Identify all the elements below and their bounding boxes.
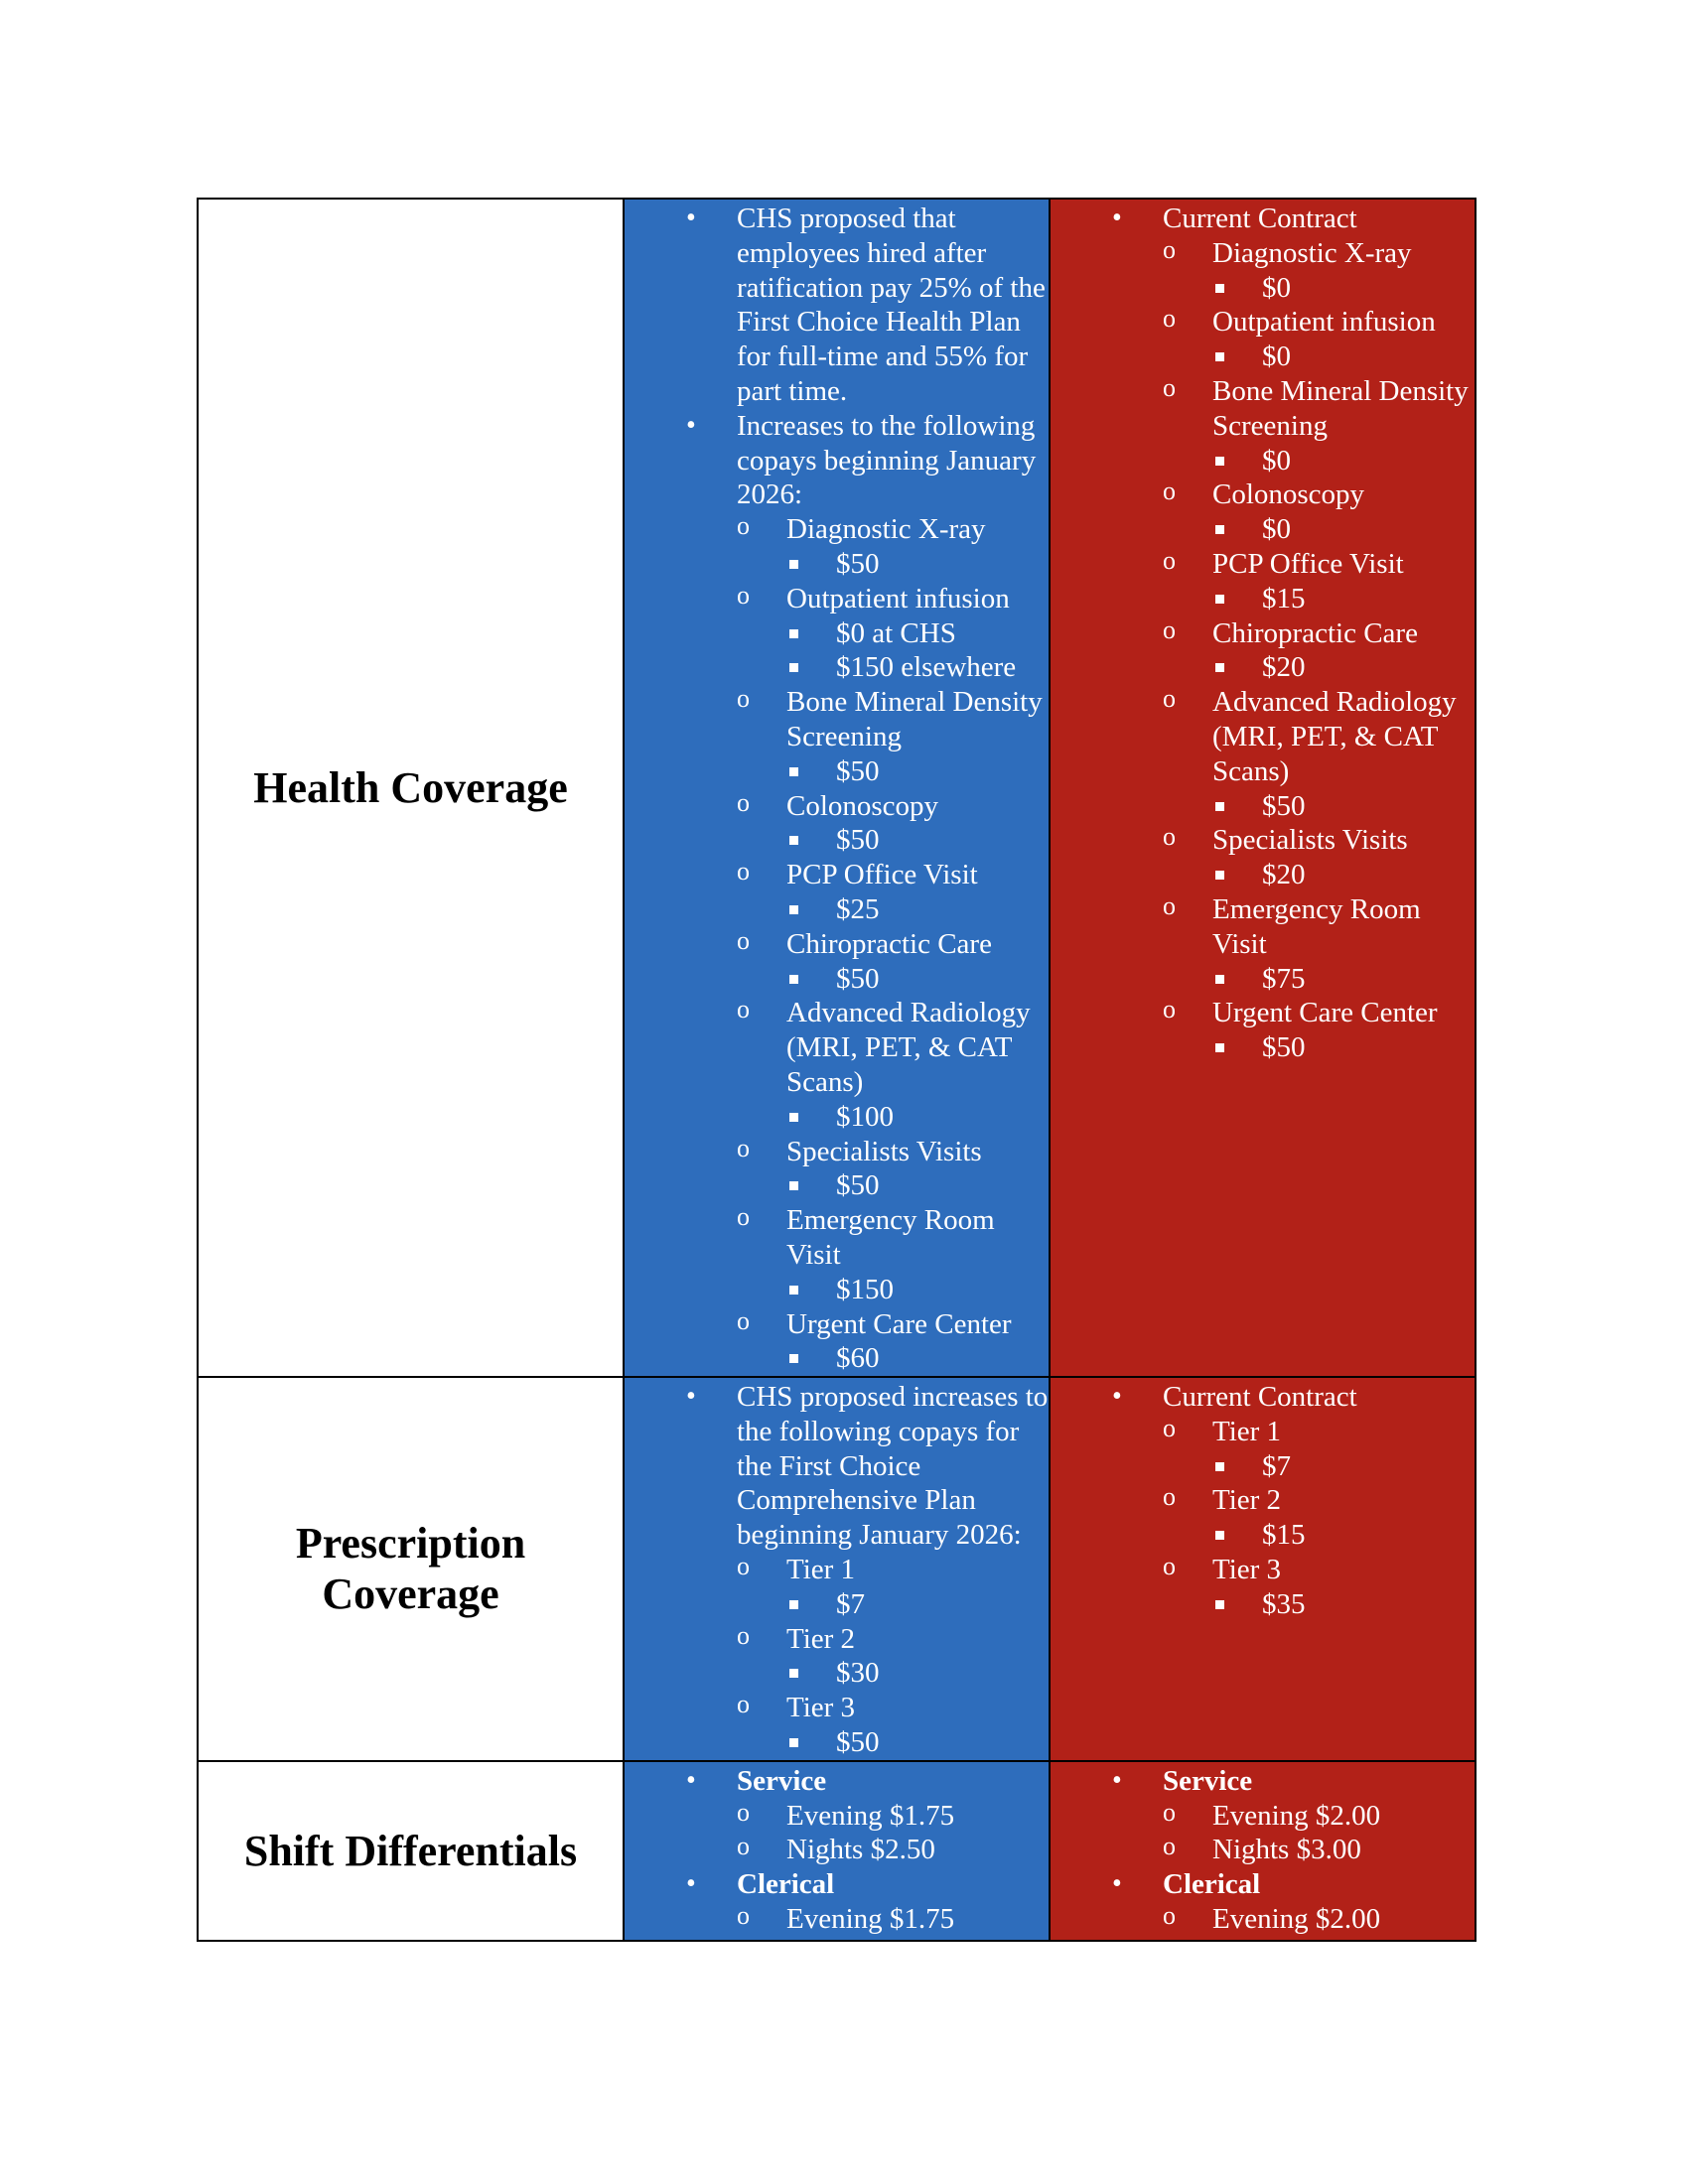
row-label: Shift Differentials (243, 1826, 578, 1875)
value-list (836, 1100, 1049, 1135)
sub-list-item-text: Chiropractic Care (1212, 616, 1418, 649)
value-list (836, 1273, 1049, 1307)
list-item-text: Clerical (737, 1868, 835, 1901)
copay-value: $7 (1212, 1449, 1475, 1484)
sub-list-item-text: Bone Mineral Density Screening (1212, 374, 1469, 442)
sub-list-item (737, 789, 1049, 859)
list-item-text: CHS proposed increases to the following copays for the First Choice Comprehensive Plan beginning January 2026: (737, 1381, 1049, 1552)
sub-list-item (737, 1622, 1049, 1692)
sub-list-item-text: Evening $2.00 (1212, 1903, 1381, 1936)
sub-list-item (1163, 685, 1475, 823)
comparison-table (197, 198, 1477, 1942)
bullet-list (625, 1380, 1049, 1760)
copay-value: $100 (786, 1100, 1049, 1135)
sub-list-item (1163, 892, 1475, 996)
sub-list-item (737, 1307, 1049, 1377)
list-item (1051, 1764, 1475, 1867)
cell-content (1051, 200, 1475, 1065)
list-item (625, 1764, 1049, 1867)
value-list (1262, 340, 1475, 374)
table-row-prescription-coverage (198, 1377, 1476, 1761)
sub-list-item-text: Bone Mineral Density Screening (786, 686, 1043, 752)
bullet-list (1051, 202, 1475, 1065)
sub-list-item-text: Tier 1 (786, 1554, 856, 1586)
copay-value: $0 (1212, 512, 1475, 547)
value-list (1262, 512, 1475, 547)
sub-list-item (1163, 996, 1475, 1065)
sub-list (786, 1553, 1049, 1760)
value-list (1262, 858, 1475, 892)
value-list (1262, 1030, 1475, 1065)
sub-list-item-text: Diagnostic X-ray (786, 513, 986, 546)
table-row-shift-differentials (198, 1761, 1476, 1941)
list-item-text: Increases to the following copays beginning January 2026: (737, 409, 1037, 511)
sub-list-item (1163, 1553, 1475, 1622)
copay-value: $15 (1212, 1518, 1475, 1553)
list-item (1051, 1867, 1475, 1937)
sub-list-item-text: Tier 2 (1212, 1484, 1282, 1517)
sub-list (786, 1799, 1049, 1868)
value-list (836, 892, 1049, 927)
sub-list-item (1163, 1833, 1475, 1867)
bullet-list (625, 1764, 1049, 1937)
value-list (1262, 1518, 1475, 1553)
list-item (625, 1380, 1049, 1760)
sub-list-item-text: Tier 3 (1212, 1554, 1282, 1586)
sub-list-item-text: Evening $2.00 (1212, 1799, 1381, 1832)
value-list (836, 754, 1049, 789)
current-contract-cell (1050, 1377, 1476, 1761)
sub-list-item-text: PCP Office Visit (786, 859, 978, 891)
table-row-health-coverage (198, 199, 1476, 1377)
sub-list-item-text: Colonoscopy (1212, 478, 1365, 511)
value-list (1262, 1449, 1475, 1484)
sub-list-item (1163, 1415, 1475, 1484)
sub-list-item-text: Specialists Visits (1212, 824, 1408, 857)
sub-list-item (737, 512, 1049, 582)
sub-list-item (737, 1135, 1049, 1204)
chs-proposal-cell (624, 1761, 1050, 1941)
sub-list-item (737, 1833, 1049, 1867)
bullet-list (625, 202, 1049, 1376)
sub-list-item (737, 927, 1049, 997)
list-item-text: Current Contract (1163, 1381, 1357, 1414)
sub-list-item-text: Advanced Radiology (MRI, PET, & CAT Scans) (1212, 686, 1457, 787)
bullet-list (1051, 1764, 1475, 1937)
sub-list-item (737, 996, 1049, 1134)
sub-list (786, 1902, 1049, 1937)
sub-list-item (737, 582, 1049, 685)
sub-list-item-text: Diagnostic X-ray (1212, 236, 1412, 269)
sub-list-item (737, 858, 1049, 927)
copay-value: $35 (1212, 1587, 1475, 1622)
value-list (836, 1168, 1049, 1203)
list-item-text: Service (1163, 1764, 1253, 1797)
sub-list-item (1163, 374, 1475, 478)
sub-list-item-text: Urgent Care Center (1212, 997, 1438, 1029)
value-list (836, 547, 1049, 582)
sub-list-item (737, 1203, 1049, 1306)
sub-list-item (1163, 547, 1475, 616)
sub-list-item-text: Emergency Room Visit (1212, 892, 1421, 960)
sub-list-item-text: Tier 3 (786, 1692, 856, 1724)
copay-value: $0 (1212, 340, 1475, 374)
bullet-list (1051, 1380, 1475, 1622)
row-label: Health Coverage (253, 763, 568, 813)
list-item (625, 202, 1049, 409)
list-item-text: Clerical (1163, 1868, 1261, 1901)
chs-proposal-cell (624, 1377, 1050, 1761)
sub-list-item (737, 1553, 1049, 1622)
sub-list-item (1163, 236, 1475, 306)
copay-value: $50 (786, 754, 1049, 789)
sub-list-item-text: Tier 1 (1212, 1415, 1282, 1447)
value-list (1262, 789, 1475, 824)
sub-list-item (1163, 1483, 1475, 1553)
copay-value: $0 at CHS (786, 616, 1049, 651)
value-list (1262, 444, 1475, 478)
value-list (1262, 1587, 1475, 1622)
copay-value: $0 (1212, 444, 1475, 478)
copay-value: $20 (1212, 650, 1475, 685)
sub-list-item-text: Specialists Visits (786, 1135, 982, 1167)
copay-value: $50 (1212, 1030, 1475, 1065)
sub-list-item (737, 1799, 1049, 1834)
sub-list-item-text: Urgent Care Center (786, 1307, 1012, 1340)
sub-list-item (1163, 305, 1475, 374)
sub-list-item (737, 685, 1049, 788)
row-label: Prescription Coverage (295, 1519, 526, 1619)
sub-list (1212, 236, 1475, 1065)
list-item (1051, 202, 1475, 1065)
sub-list-item-text: Tier 2 (786, 1622, 856, 1655)
sub-list-item (1163, 1902, 1475, 1937)
row-label-cell (198, 199, 624, 1377)
list-item-text: Service (737, 1764, 827, 1797)
cell-content (1051, 1762, 1475, 1937)
copay-value: $150 elsewhere (786, 650, 1049, 685)
value-list (836, 1725, 1049, 1760)
sub-list (1212, 1415, 1475, 1622)
list-item (625, 409, 1049, 1376)
value-list (836, 1341, 1049, 1376)
current-contract-cell (1050, 199, 1476, 1377)
copay-value: $7 (786, 1587, 1049, 1622)
value-list (836, 1587, 1049, 1622)
sub-list (1212, 1799, 1475, 1868)
sub-list-item (1163, 616, 1475, 686)
cell-content (625, 1378, 1049, 1760)
copay-value: $15 (1212, 582, 1475, 616)
value-list (836, 616, 1049, 686)
copay-value: $30 (786, 1656, 1049, 1691)
sub-list-item-text: PCP Office Visit (1212, 547, 1404, 580)
copay-value: $50 (786, 547, 1049, 582)
list-item-text: Current Contract (1163, 203, 1357, 234)
list-item (625, 1867, 1049, 1937)
sub-list-item-text: Outpatient infusion (786, 582, 1010, 614)
sub-list-item (737, 1902, 1049, 1937)
sub-list-item-text: Nights $3.00 (1212, 1834, 1361, 1866)
list-item (1051, 1380, 1475, 1622)
cell-content (1051, 1378, 1475, 1622)
copay-value: $0 (1212, 271, 1475, 306)
copay-value: $50 (786, 962, 1049, 997)
sub-list-item-text: Outpatient infusion (1212, 306, 1436, 339)
value-list (836, 1656, 1049, 1691)
copay-value: $50 (1212, 789, 1475, 824)
value-list (836, 962, 1049, 997)
value-list (1262, 650, 1475, 685)
value-list (1262, 962, 1475, 997)
sub-list-item-text: Colonoscopy (786, 789, 939, 822)
value-list (1262, 582, 1475, 616)
copay-value: $50 (786, 1168, 1049, 1203)
sub-list-item (1163, 1799, 1475, 1834)
copay-value: $50 (786, 823, 1049, 858)
sub-list (1212, 1902, 1475, 1937)
copay-value: $50 (786, 1725, 1049, 1760)
sub-list-item (1163, 823, 1475, 892)
value-list (836, 823, 1049, 858)
copay-value: $60 (786, 1341, 1049, 1376)
cell-content (625, 1762, 1049, 1937)
cell-content (625, 200, 1049, 1376)
value-list (1262, 271, 1475, 306)
list-item-text: CHS proposed that employees hired after ratification pay 25% of the First Choice Health Plan for full-time and 55% for part time. (737, 203, 1046, 407)
current-contract-cell (1050, 1761, 1476, 1941)
chs-proposal-cell (624, 199, 1050, 1377)
copay-value: $25 (786, 892, 1049, 927)
row-label-cell (198, 1761, 624, 1941)
sub-list-item-text: Evening $1.75 (786, 1799, 955, 1832)
row-label-cell (198, 1377, 624, 1761)
sub-list-item-text: Emergency Room Visit (786, 1204, 995, 1271)
sub-list-item-text: Evening $1.75 (786, 1903, 955, 1936)
sub-list-item-text: Nights $2.50 (786, 1834, 935, 1866)
copay-value: $75 (1212, 962, 1475, 997)
copay-value: $150 (786, 1273, 1049, 1307)
sub-list-item (1163, 478, 1475, 547)
copay-value: $20 (1212, 858, 1475, 892)
sub-list (786, 512, 1049, 1376)
sub-list-item (737, 1691, 1049, 1760)
sub-list-item-text: Chiropractic Care (786, 927, 992, 960)
sub-list-item-text: Advanced Radiology (MRI, PET, & CAT Scans) (786, 997, 1031, 1098)
